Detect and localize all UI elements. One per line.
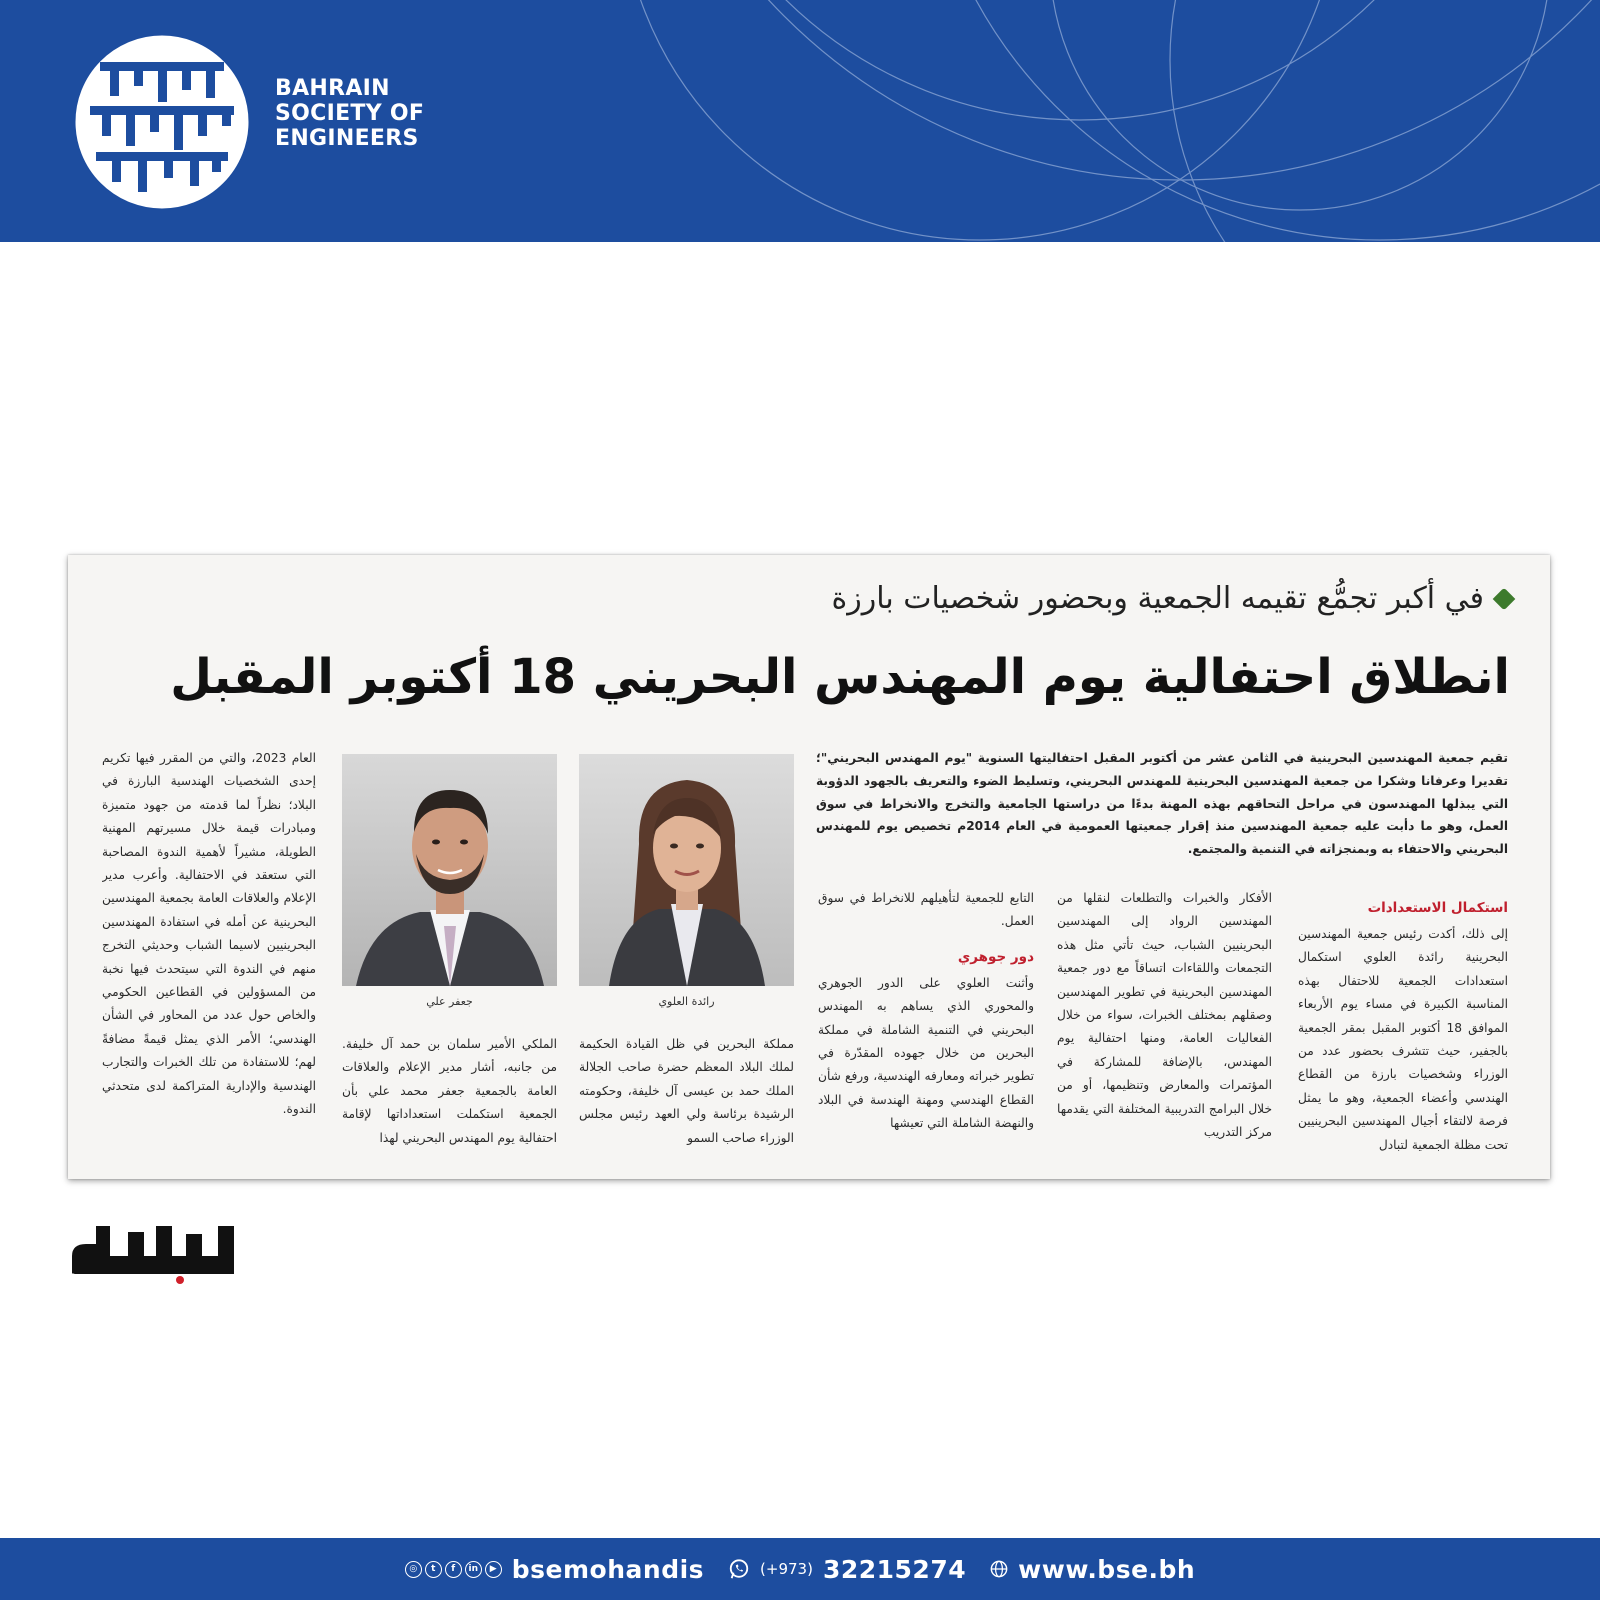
subhead-preparations: استكمال الاستعدادات bbox=[1367, 900, 1508, 916]
wordmark-line-2: SOCIETY OF bbox=[275, 101, 425, 126]
bse-wordmark bbox=[275, 76, 424, 151]
twitter-icon[interactable]: t bbox=[425, 1561, 442, 1578]
wordmark-line-3: ENGINEERS bbox=[275, 126, 419, 151]
albilad-newspaper-logo bbox=[68, 1222, 238, 1284]
article-column-1 bbox=[1298, 895, 1508, 1155]
article-kicker bbox=[832, 581, 1513, 616]
phone-number[interactable]: 32215274 bbox=[822, 1554, 967, 1584]
newspaper-clipping bbox=[68, 555, 1550, 1179]
article-headline: انطلاق احتفالية يوم المهندس البحريني 18 أكتوبر المقبل bbox=[170, 649, 1510, 705]
whatsapp-icon bbox=[728, 1558, 750, 1580]
article-column-4 bbox=[579, 1033, 794, 1163]
article-column-3 bbox=[818, 887, 1034, 1157]
bse-emblem-logo bbox=[72, 32, 252, 212]
footer-bar bbox=[0, 1538, 1600, 1600]
article-column-6 bbox=[102, 747, 316, 1159]
youtube-icon[interactable]: ▶ bbox=[485, 1561, 502, 1578]
caption-jaafar-ali: جعفر علي bbox=[426, 995, 473, 1008]
caption-raeda-alalawi: رائدة العلوي bbox=[658, 995, 715, 1008]
column-3-text: وأثنت العلوي على الدور الجوهري والمحوري الذي يساهم به المهندس البحريني في التنمية الشاملة في مملكة البحرين من خلال جهوده المقدّرة في تطوير خبراته ومعارفه الهندسية، ورفع شأن القطاع الهندسي ومهنة الهندسة في البلاد والنهضة الشاملة التي تعيشها bbox=[818, 975, 1034, 1131]
social-icons bbox=[405, 1561, 502, 1578]
column-4-text: مملكة البحرين في ظل القيادة الحكيمة لملك البلاد المعظم حضرة صاحب الجلالة الملك حمد بن عيسى آل خليفة، وحكومته الرشيدة برئاسة ولي العهد رئيس مجلس الوزراء صاحب السمو bbox=[579, 1037, 794, 1145]
globe-icon bbox=[990, 1560, 1008, 1578]
linkedin-icon[interactable]: in bbox=[465, 1561, 482, 1578]
photo-raeda-alalawi bbox=[579, 754, 794, 986]
column-2-text: الأفكار والخبرات والتطلعات لنقلها من المهندسين الرواد إلى المهندسين البحرينيين الشباب، حيث تأتي مثل هذه التجمعات واللقاءات اتساقاً مع دور جمعية المهندسين البحرينية في تطوير المهندسين وصقلهم بمختلف الخبرات، سواء من خلال الفعاليات العامة، ومنها احتفالية يوم المهندس، بالإضافة للمشاركة في المؤتمرات والمعارض وتنظيمها، أو من خلال البرامج التدريبية المختلفة التي يقدمها مركز التدريب bbox=[1057, 891, 1272, 1140]
instagram-icon[interactable]: ◎ bbox=[405, 1561, 422, 1578]
phone-country-code: (+973) bbox=[760, 1560, 813, 1578]
column-1-text: إلى ذلك، أكدت رئيس جمعية المهندسين البحرينية رائدة العلوي استكمال استعدادات الجمعية للاحتفال بهذه المناسبة الكبيرة في مساء يوم الأربعاء الموافق 18 أكتوبر المقبل بمقر الجمعية بالجفير، حيث تتشرف بحضور عدد من الوزراء وشخصيات بارزة من القطاع الهندسي وأعضاء الجمعية، وهو ما يمثل فرصة لالتقاء أجيال المهندسين البحرينيين تحت مظلة الجمعية لتبادل bbox=[1298, 927, 1508, 1152]
header-banner bbox=[0, 0, 1600, 242]
website-link[interactable]: www.bse.bh bbox=[1018, 1554, 1196, 1584]
social-handle[interactable]: bsemohandis bbox=[511, 1554, 705, 1584]
column-6-text: العام 2023، والتي من المقرر فيها تكريم إحدى الشخصيات الهندسية البارزة في البلاد؛ نظراً لما قدمته من جهود متميزة ومبادرات قيمة خلال مسيرتهم المهنية الطويلة، مشيراً لأهمية الندوة المصاحبة التي ستعقد في الاحتفالية. وأعرب مدير الإعلام والعلاقات العامة بجمعية المهندسين البحرينية عن أمله في استفادة المهندسين البحرينيين لاسيما الشباب وحديثي التخرج منهم في الندوة التي سيتحدث فيها نخبة من المسؤولين في القطاعين الحكومي والخاص حول عدد من المحاور في الشأن الهندسي؛ الأمر الذي يمثل قيمةً مضافةً لهم؛ للاستفادة من تلك الخبرات والتجارب الهندسية والإدارية المتراكمة لدى متحدثي الندوة. bbox=[102, 751, 316, 1117]
subhead-vital-role: دور جوهري bbox=[957, 948, 1034, 965]
photo-jaafar-ali bbox=[342, 754, 557, 986]
facebook-icon[interactable]: f bbox=[445, 1561, 462, 1578]
article-column-2 bbox=[1057, 887, 1272, 1157]
wordmark-line-1: BAHRAIN bbox=[275, 76, 390, 101]
leaf-bullet-icon bbox=[1493, 587, 1516, 610]
column-5-text: الملكي الأمير سلمان بن حمد آل خليفة. من جانبه، أشار مدير الإعلام والعلاقات العامة بالجمعية جعفر محمد علي بأن الجمعية استكملت استعداداتها لإقامة احتفالية يوم المهندس البحريني لهذا bbox=[342, 1037, 557, 1145]
article-lead: تقيم جمعية المهندسين البحرينية في الثامن عشر من أكتوبر المقبل احتفاليتها السنوية "يوم المهندس البحريني"؛ تقديرا وعرفانا وشكرا من جمعية المهندسين البحرينية للمهندس البحريني، وتسليط الضوء والتعريف بالجهود الدؤوبة التي يبذلها المهندسون في مراحل التحاقهم بهذه المهنة بدءًا من دراستها الجامعية والتخرج والانخراط في سوق العمل، وهو ما دأبت عليه جمعية المهندسين منذ إقرار جمعيتها العمومية في العام 2014م تخصيص يوم للمهندس البحريني والاحتفاء به وبمنجزاته في التنمية والمجتمع. bbox=[816, 751, 1508, 857]
column-3-top-text: التابع للجمعية لتأهيلهم للانخراط في سوق العمل. bbox=[818, 891, 1034, 929]
kicker-text: في أكبر تجمُّع تقيمه الجمعية وبحضور شخصيات بارزة bbox=[831, 581, 1484, 616]
article-column-5 bbox=[342, 1033, 557, 1163]
